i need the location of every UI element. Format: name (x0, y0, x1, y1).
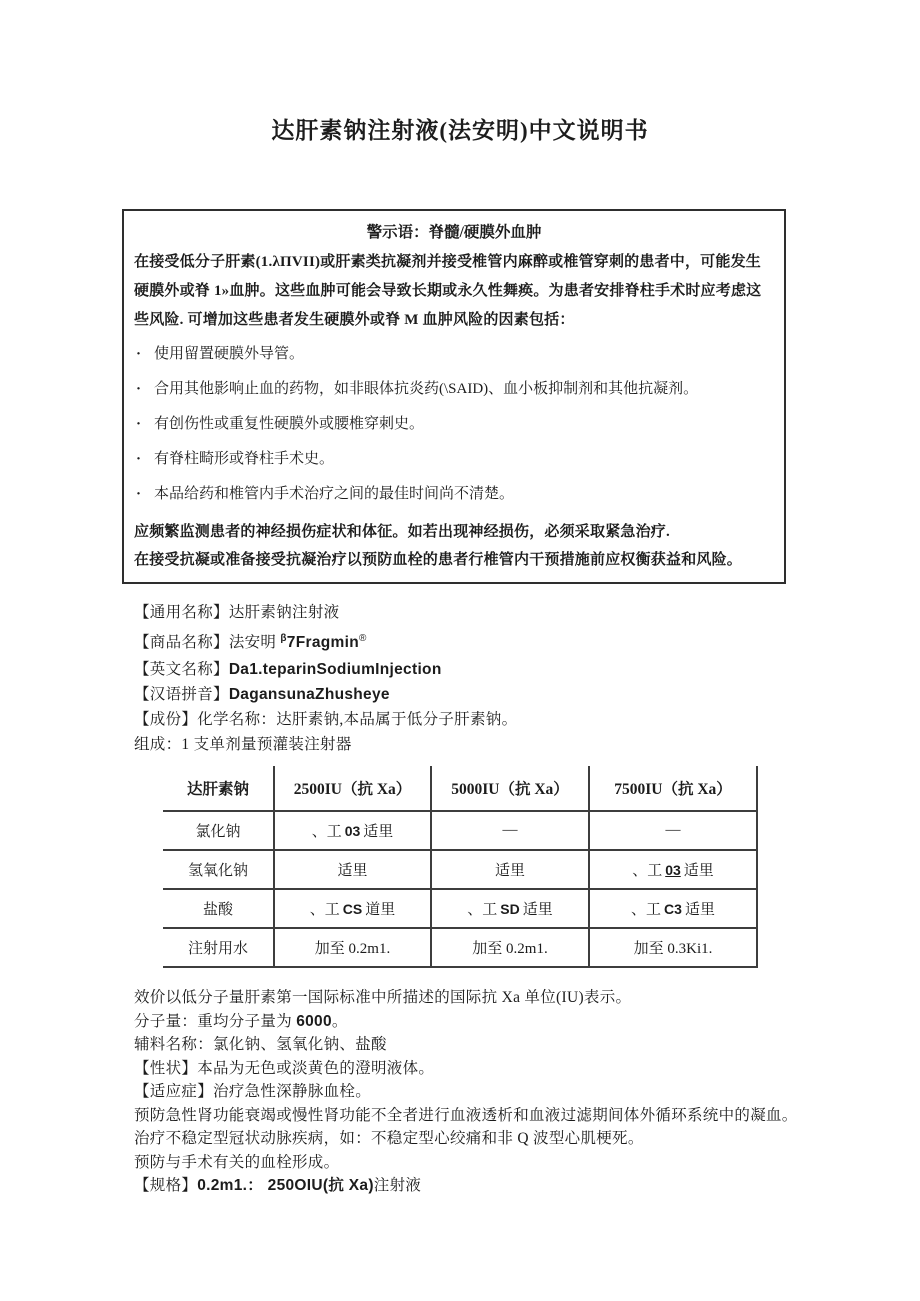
cell-hcl-5000 (431, 889, 589, 928)
specification-iu: 250OIU(抗 Xa) (263, 1177, 374, 1195)
cell-naoh-7500 (589, 850, 757, 889)
cell-text: 、工 (632, 863, 663, 880)
table-header-row (163, 766, 757, 811)
warning-note-risk-benefit: 在接受抗凝或准备接受抗凝治疗以预防血栓的患者行椎管内干预措施前应权衡获益和风险。 (134, 552, 743, 568)
cell-text: 适里 (684, 902, 715, 919)
molecular-weight-line (134, 1010, 920, 1034)
table-row-water (163, 928, 757, 967)
warning-bullet-1 (134, 343, 774, 365)
ingredient-text: 化学名称：达肝素钠,本品属于低分子肝素钠。 (197, 711, 518, 729)
brand-sup-beta: β (280, 633, 287, 644)
pinyin-label: 【汉语拼音】 (134, 686, 229, 704)
cell-text: 、工 (311, 824, 342, 841)
ingredient-line (134, 707, 920, 732)
specification-suffix: 注射液 (373, 1177, 422, 1195)
cell-value-underlined: 03 (665, 862, 681, 879)
table-row-naoh (163, 850, 757, 889)
character-text: 本品为无色或淡黄色的澄明液体。 (197, 1059, 435, 1077)
indication-detail-2: 治疗不稳定型冠状动脉疾病，如：不稳定型心绞痛和非 Q 波型心肌梗死。 (134, 1130, 644, 1148)
warning-heading: 警示语：脊髓/硬膜外血肿 (366, 224, 542, 241)
registered-mark-icon: ® (358, 633, 367, 644)
mw-period: 。 (331, 1012, 348, 1030)
warning-bullet-5-text: 本品给药和椎管内手术治疗之间的最佳时间尚不清楚。 (154, 486, 515, 502)
warning-bullet-4 (134, 448, 774, 470)
drug-name-section (134, 600, 920, 757)
row-label-hcl: 盐酸 (163, 889, 274, 928)
generic-name-value: 达肝素钠注射液 (228, 604, 340, 621)
specification-line (134, 1174, 920, 1198)
warning-bullet-3 (134, 413, 774, 435)
excipients-line: 辅料名称：氯化钠、氢氧化钠、盐酸 (134, 1036, 387, 1054)
cell-text: 、工 (631, 902, 662, 919)
bullet-dot-icon: · (136, 416, 142, 432)
cell-hcl-7500 (589, 889, 757, 928)
bullet-dot-icon: · (136, 451, 142, 467)
composition-note-line: 组成：1 支单剂量预灌装注射器 (134, 736, 352, 754)
english-name-label: 【英文名称】 (134, 661, 229, 679)
warning-bullet-2 (134, 378, 774, 400)
brand-name-label: 【商品名称】 (134, 634, 229, 652)
table-row-hcl (163, 889, 757, 928)
cell-naoh-5000: 适里 (431, 850, 589, 889)
indication-text: 治疗急性深静脉血栓。 (213, 1083, 372, 1101)
cell-text: 适里 (522, 902, 553, 919)
details-section (134, 986, 920, 1198)
bullet-dot-icon: · (136, 381, 142, 397)
cell-value: CS (342, 901, 363, 918)
cell-value: SD (500, 901, 520, 918)
brand-name-latin: 7Fragmin (286, 634, 359, 652)
cell-water-2500: 加至 0.2m1. (274, 928, 431, 967)
cell-hcl-2500 (274, 889, 431, 928)
mw-text: 分子量：重均分子量为 (134, 1012, 297, 1030)
brand-name-line (134, 625, 920, 657)
header-7500iu: 7500IU（抗 Xa） (589, 766, 757, 811)
cell-water-7500: 加至 0.3Ki1. (589, 928, 757, 967)
row-label-water: 注射用水 (163, 928, 274, 967)
warning-box (122, 209, 786, 584)
warning-bullet-4-text: 有脊柱畸形或脊柱手术史。 (154, 451, 335, 467)
cell-nacl-7500: — (589, 811, 757, 850)
specification-label: 【规格】 (134, 1177, 198, 1195)
bullet-dot-icon: · (136, 346, 142, 362)
indication-label: 【适应症】 (134, 1083, 214, 1101)
row-label-nacl: 氯化钠 (163, 811, 274, 850)
indication-detail-1: 预防急性肾功能衰竭或慢性肾功能不全者进行血液透析和血液过滤期间体外循环系统中的凝血。 (134, 1106, 798, 1124)
brand-name-zh: 法安明 (228, 634, 281, 652)
cell-nacl-2500 (274, 811, 431, 850)
cell-text: 适里 (363, 824, 394, 841)
cell-nacl-5000: — (431, 811, 589, 850)
page-title: 达肝素钠注射液(法安明)中文说明书 (271, 118, 649, 143)
mw-value: 6000 (296, 1012, 332, 1030)
header-2500iu: 2500IU（抗 Xa） (274, 766, 431, 811)
generic-name-label: 【通用名称】 (134, 604, 229, 621)
cell-text: 、工 (309, 902, 340, 919)
cell-text: 适里 (683, 863, 714, 880)
character-line (134, 1057, 920, 1081)
row-label-naoh: 氢氧化钠 (163, 850, 274, 889)
bullet-dot-icon: · (136, 486, 142, 502)
warning-bullet-5 (134, 483, 774, 505)
warning-note-monitoring: 应频繁监测患者的神经损伤症状和体征。如若出现神经损伤，必须采取紧急治疗. (134, 524, 670, 540)
character-label: 【性状】 (134, 1059, 198, 1077)
header-5000iu: 5000IU（抗 Xa） (431, 766, 589, 811)
potency-line: 效价以低分子量肝素第一国际标准中所描述的国际抗 Xa 单位(IU)表示。 (134, 989, 632, 1007)
ingredient-label: 【成份】 (134, 711, 198, 729)
pinyin-value: DagansunaZhusheye (228, 686, 390, 704)
cell-value: C3 (664, 901, 682, 918)
generic-name-line (134, 600, 920, 625)
indication-detail-3: 预防与手术有关的血栓形成。 (134, 1153, 340, 1171)
indication-line (134, 1080, 920, 1104)
composition-table (163, 766, 758, 968)
cell-text: 道里 (365, 902, 396, 919)
warning-bullet-1-text: 使用留置硬膜外导管。 (154, 346, 305, 362)
warning-bullet-2-text: 合用其他影响止血的药物，如非眼体抗炎药(\SAID)、血小板抑制剂和其他抗凝剂。 (154, 381, 699, 397)
warning-bullet-3-text: 有创伤性或重复性硬膜外或腰椎穿刺史。 (154, 416, 425, 432)
english-name-line (134, 657, 920, 682)
warning-intro-paragraph: 在接受低分子肝素(1.λΠVII)或肝素类抗凝剂并接受椎管内麻醉或椎管穿刺的患者中，可能发生硬膜外或脊 1»血肿。这些血肿可能会导致长期或永久性舞痪。为患者安排脊柱手术时应考虑这些风险. 可增加这些患者发生硬膜外或脊 M 血肿风险的因素包括： (134, 254, 762, 328)
pinyin-line (134, 682, 920, 707)
specification-ml: 0.2m1.： (197, 1177, 264, 1195)
english-name-value: Da1.teparinSodiumInjection (228, 661, 442, 679)
cell-value: 03 (344, 823, 361, 840)
cell-water-5000: 加至 0.2m1. (431, 928, 589, 967)
cell-text: 、工 (467, 902, 498, 919)
warning-bullet-list (134, 343, 774, 505)
header-dalteparin: 达肝素钠 (163, 766, 274, 811)
table-row-nacl (163, 811, 757, 850)
cell-naoh-2500: 适里 (274, 850, 431, 889)
